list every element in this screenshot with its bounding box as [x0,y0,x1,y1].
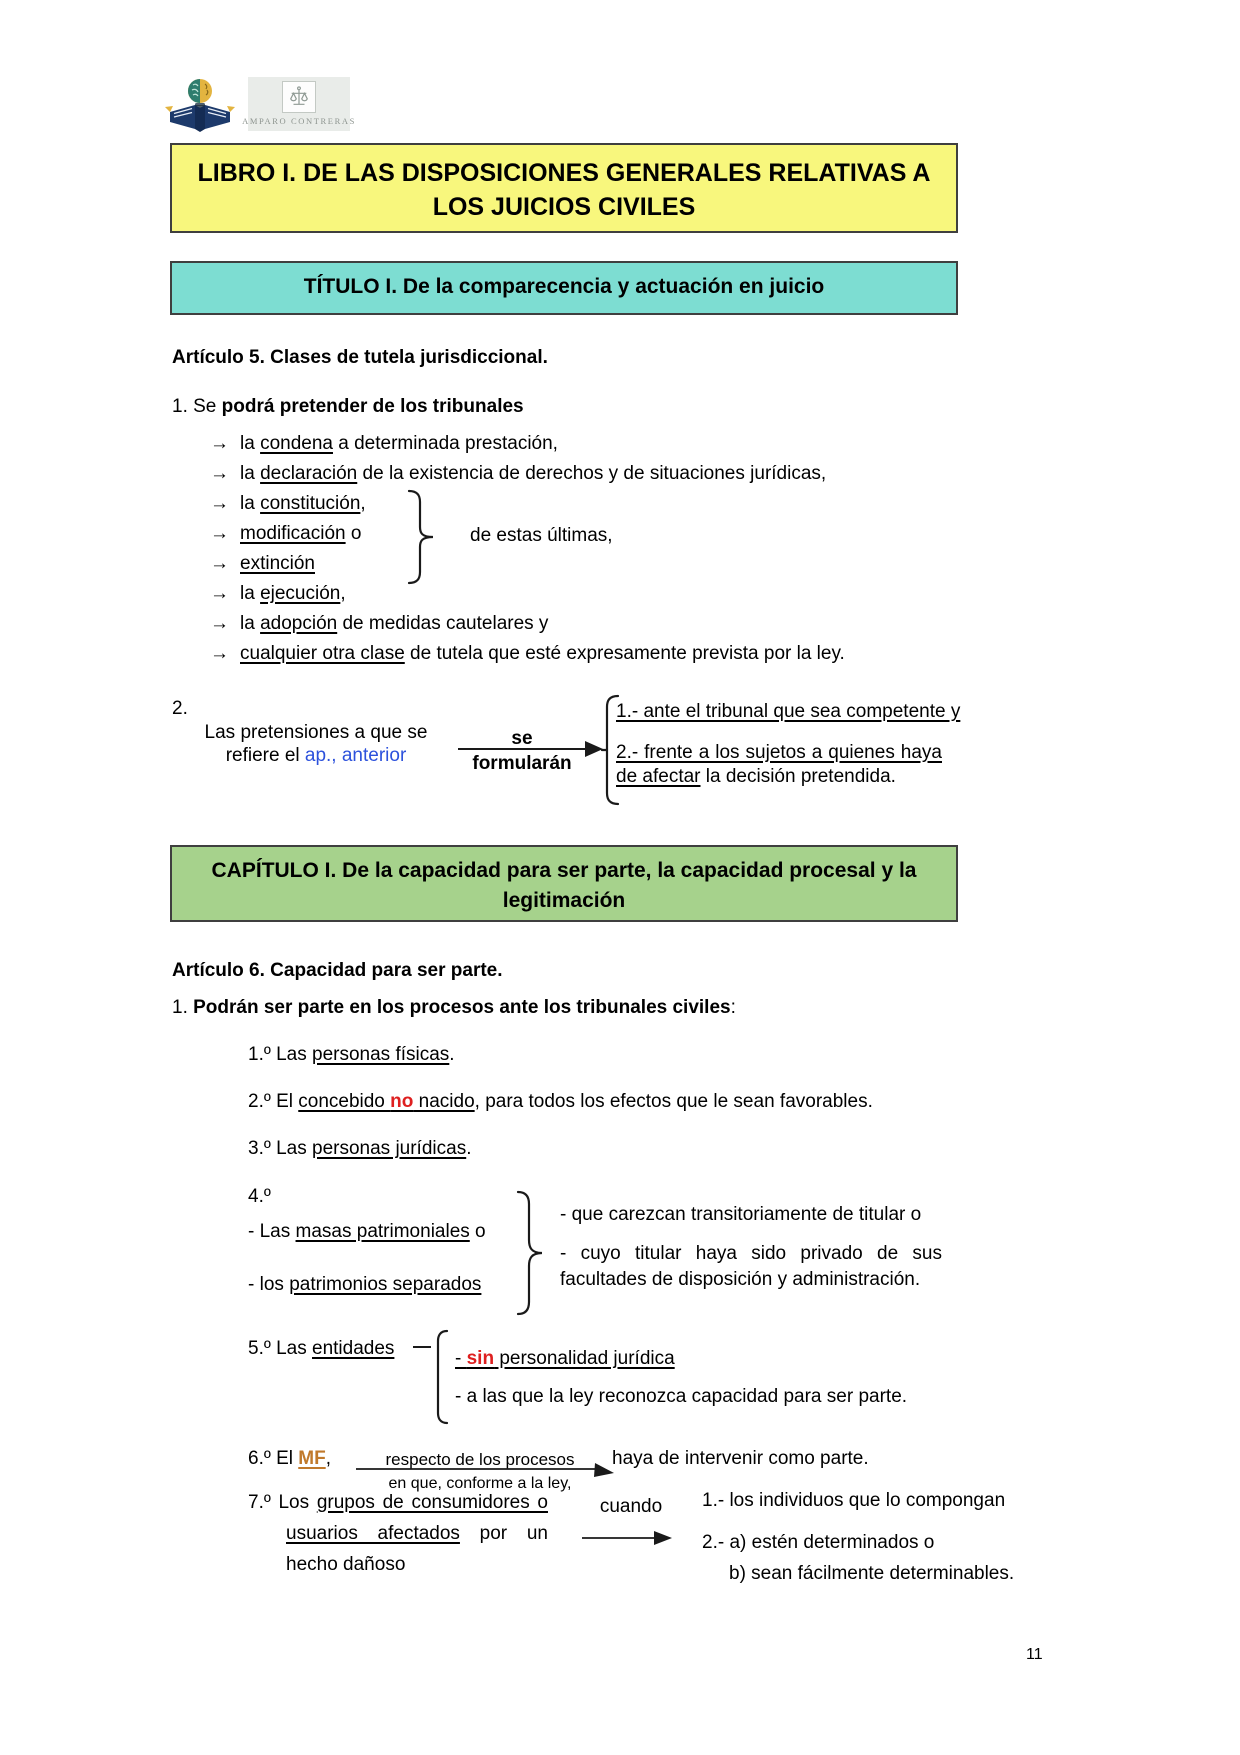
scales-logo-icon [282,81,316,113]
parte-item-4-number: 4.º [248,1186,271,1207]
articulo5-heading: Artículo 5. Clases de tutela jurisdiccional. [172,347,548,368]
parte-item-3: 3.º Las personas jurídicas. [248,1138,472,1159]
tutela-item-modificacion: → modificación o [210,523,362,544]
arrow-icon: → [210,433,229,454]
tutela-item-constitucion: → la constitución, [210,493,366,514]
section2-number: 2. [172,698,188,719]
arrow-icon: → [210,643,229,664]
articulo6-heading: Artículo 6. Capacidad para ser parte. [172,960,503,981]
arrow-icon: → [210,523,229,544]
parte-item-7-left: 7.º Los grupos de consumidores o usuarios afectados por un hecho dañoso [248,1492,548,1575]
parte-item-4-left-2: - los patrimonios separados [248,1274,482,1295]
parte-item-5-lead: 5.º Las entidades [248,1338,395,1359]
tutela-item-ejecucion: → la ejecución, [210,583,346,604]
arrow-icon: → [210,463,229,484]
parte-item-2: 2.º El concebido no nacido, para todos los efectos que le sean favorables. [248,1091,873,1112]
tutela-item-declaracion: → la declaración de la existencia de derechos y de situaciones jurídicas, [210,463,827,484]
tutela-item-extincion: → extinción [210,553,315,574]
parte-item-7-right-2: 2.- a) estén determinados o [702,1532,935,1553]
parte-item-1: 1.º Las personas físicas. [248,1044,455,1065]
parte-item-6-lead: 6.º El MF, [248,1448,331,1469]
cuando-label: cuando [599,1496,663,1517]
arrow-label-formularan: formularán [472,753,572,774]
arrow-icon: → [210,613,229,634]
tutela-item-adopcion: → la adopción de medidas cautelares y [210,613,549,634]
arrow-icon: → [210,553,229,574]
brand-box [242,77,356,131]
brace-right-icon [406,489,436,585]
section2-item-1: 1.- ante el tribunal que sea competente y [616,701,961,722]
apartado-reference: ap., anterior [304,745,407,766]
articulo6-intro: 1. Podrán ser parte en los procesos ante los tribunales civiles: [172,997,736,1018]
tutela-item-condena: → la condena a determinada prestación, [210,433,558,454]
section2-left-text: Las pretensiones a que se refiere el ap., anterior [204,722,428,766]
arrow-label-se: se [511,728,533,749]
parte-item-5-right-2: - a las que la ley reconozca capacidad para ser parte. [455,1386,908,1407]
articulo5-intro: 1. Se podrá pretender de los tribunales [172,396,524,417]
parte-item-7-right-1: 1.- los individuos que lo compongan [702,1490,1006,1511]
book-bulb-logo-icon [165,76,235,134]
page-number: 11 [1026,1646,1043,1663]
parte-item-5-right-1: - sin personalidad jurídica [455,1348,675,1369]
brace-label: de estas últimas, [470,525,613,546]
libro-header: LIBRO I. DE LAS DISPOSICIONES GENERALES RELATIVAS A LOS JUICIOS CIVILES [170,143,958,233]
parte-item-4-right-2: - cuyo titular haya sido privado de sus facultades de disposición y administración. [560,1243,942,1290]
arrow-icon: → [210,583,229,604]
parte-item-4-right-1: - que carezcan transitoriamente de titular o [560,1204,922,1225]
section2-item-2: 2.- frente a los sujetos a quienes haya de afectar la decisión pretendida. [616,742,942,787]
parte-item-6-mid-2: en que, conforme a la ley, [388,1475,572,1492]
titulo-header: TÍTULO I. De la comparecencia y actuación en juicio [170,261,958,315]
mf-abbreviation: MF [298,1448,326,1469]
parte-item-7-right-3: b) sean fácilmente determinables. [729,1563,1015,1584]
brand-name: AMPARO CONTRERAS [242,116,356,126]
parte-item-6-tail: haya de intervenir como parte. [612,1448,869,1469]
capitulo-header: CAPÍTULO I. De la capacidad para ser parte, la capacidad procesal y la legitimación [170,845,958,922]
tutela-item-cualquier: → cualquier otra clase de tutela que esté expresamente prevista por la ley. [210,643,845,664]
cuando-arrow-icon [580,1528,675,1548]
brace-right-icon [515,1190,545,1316]
connector-dash [413,1346,431,1348]
bracket-left-icon [432,1329,450,1425]
parte-item-4-left-1: - Las masas patrimoniales o [248,1221,486,1242]
parte-item-6-mid-1: respecto de los procesos [385,1450,575,1469]
arrow-icon: → [210,493,229,514]
